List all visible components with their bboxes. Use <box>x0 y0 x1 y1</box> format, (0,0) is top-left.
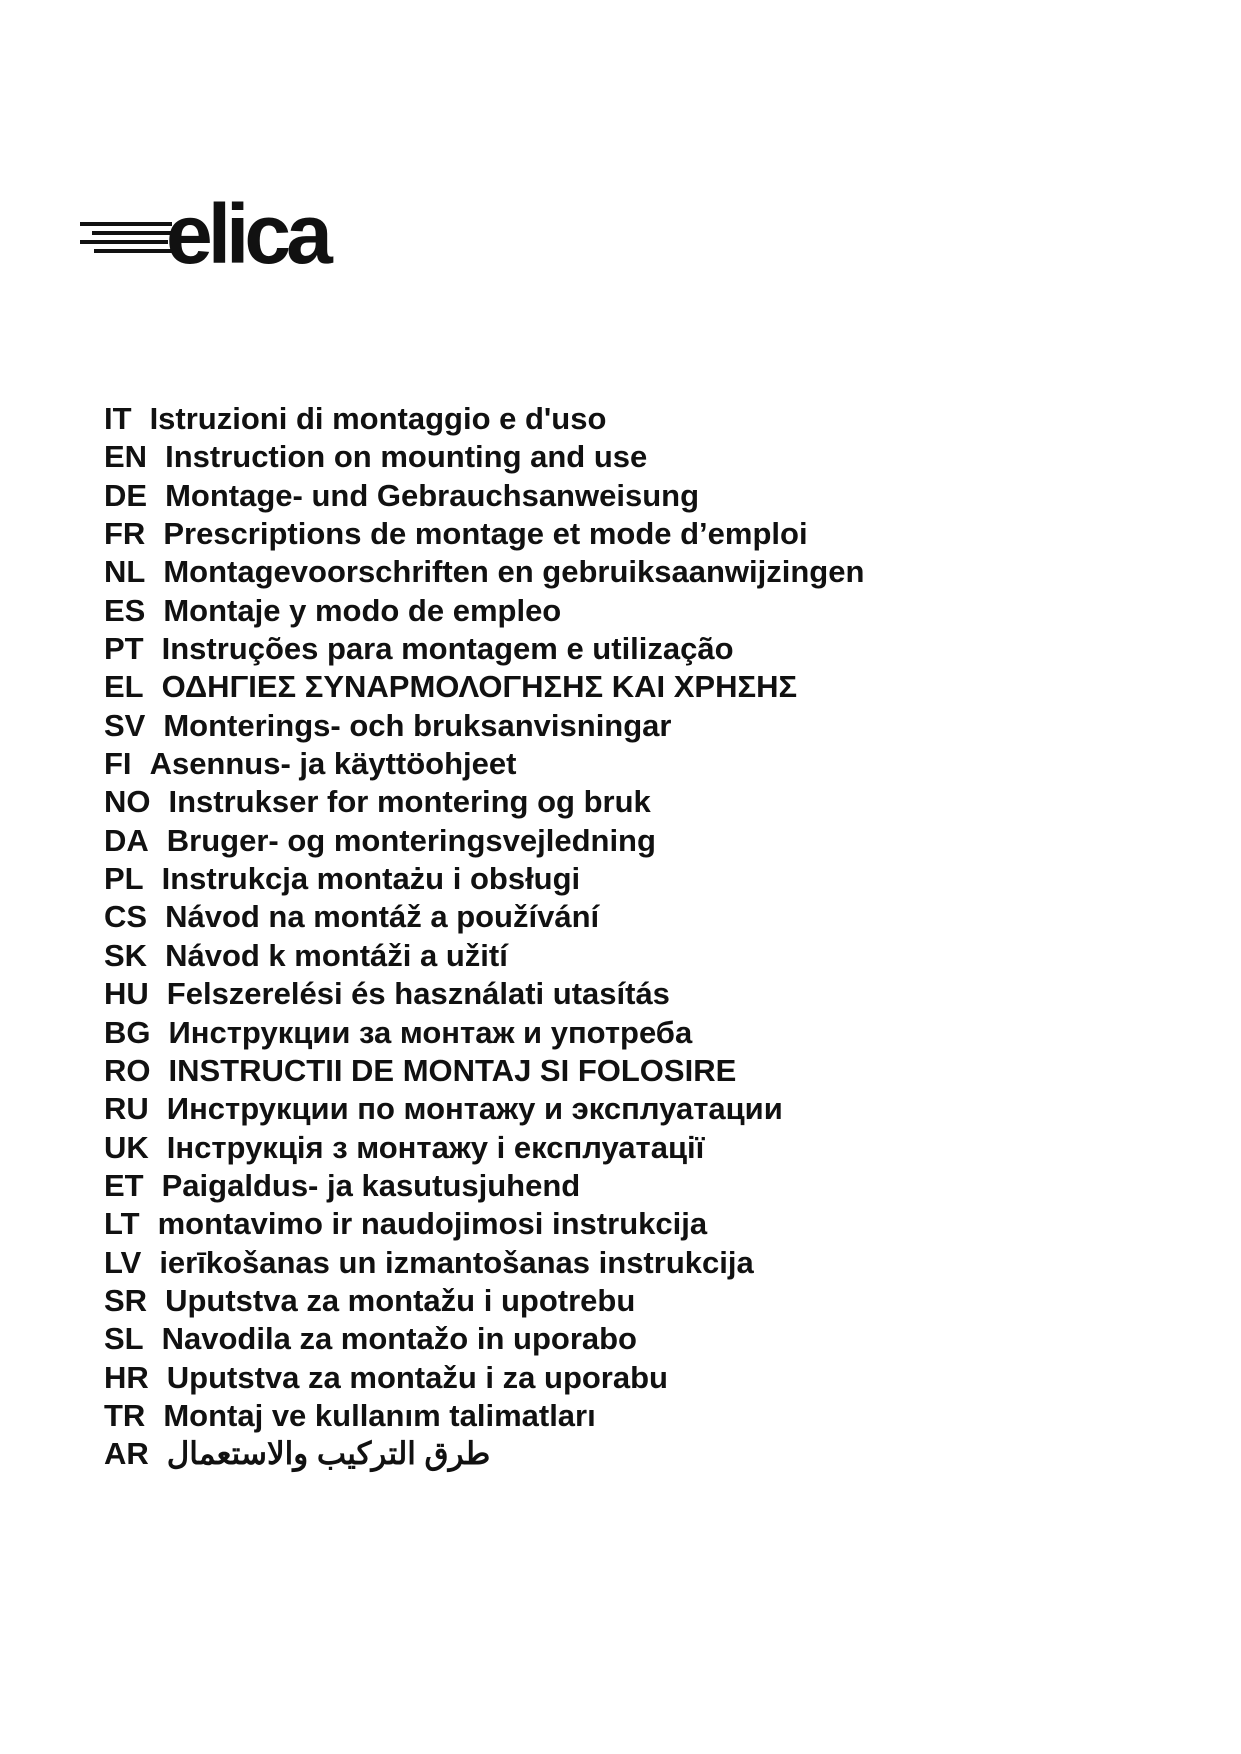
language-title: Инструкции по монтажу и эксплуатации <box>166 1091 783 1127</box>
language-title: Montaj ve kullanım talimatları <box>163 1397 596 1433</box>
language-row-pl <box>104 860 864 898</box>
language-code: DA <box>104 822 149 858</box>
language-code: DE <box>104 477 148 513</box>
language-row-lt <box>104 1205 864 1243</box>
language-title: Prescriptions de montage et mode d’emploi <box>163 516 808 552</box>
language-title: Instrukser for montering og bruk <box>168 784 651 820</box>
language-title: Uputstva za montažu i upotrebu <box>165 1282 636 1318</box>
language-code: HR <box>104 1359 149 1395</box>
language-code: NO <box>104 784 151 820</box>
language-code: UK <box>104 1129 149 1165</box>
language-title: Asennus- ja käyttöohjeet <box>149 746 517 782</box>
language-row-cs <box>104 898 864 936</box>
language-title: Montagevoorschriften en gebruiksaanwijzingen <box>163 554 865 590</box>
logo-wordmark: elica <box>166 200 328 274</box>
language-title: Návod k montáži a užití <box>165 937 508 973</box>
language-row-ar <box>104 1435 864 1473</box>
language-title: Monterings- och bruksanvisningar <box>163 707 672 743</box>
language-title: Instruções para montagem e utilização <box>161 631 734 667</box>
language-code: SV <box>104 707 146 743</box>
language-row-da <box>104 822 864 860</box>
language-row-ro <box>104 1052 864 1090</box>
language-row-sv <box>104 707 864 745</box>
language-title: Montage- und Gebrauchsanweisung <box>165 477 700 513</box>
logo-speed-line <box>80 240 168 244</box>
language-code: LV <box>104 1244 142 1280</box>
language-row-fr <box>104 515 864 553</box>
language-title: Istruzioni di montaggio e d'uso <box>149 401 607 436</box>
language-code: EN <box>104 439 148 475</box>
language-row-it <box>104 400 864 438</box>
language-row-no <box>104 783 864 821</box>
language-code: AR <box>104 1436 149 1472</box>
language-code: SL <box>104 1321 144 1357</box>
language-code: PT <box>104 631 144 667</box>
logo-speed-line <box>80 222 172 226</box>
language-title: INSTRUCTII DE MONTAJ SI FOLOSIRE <box>168 1052 737 1088</box>
language-title: ierīkošanas un izmantošanas instrukcija <box>159 1244 754 1280</box>
language-row-tr <box>104 1397 864 1435</box>
language-code: EL <box>104 669 144 705</box>
language-code: TR <box>104 1397 146 1433</box>
language-row-et <box>104 1167 864 1205</box>
language-title: Návod na montáž a používání <box>165 899 600 935</box>
language-row-hu <box>104 975 864 1013</box>
language-code: NL <box>104 554 146 590</box>
language-row-ru <box>104 1090 864 1128</box>
language-row-en <box>104 438 864 476</box>
language-title: Інструкція з монтажу і експлуатації <box>166 1129 705 1165</box>
logo-speed-line <box>92 231 174 235</box>
elica-logo <box>80 200 430 274</box>
language-code: RU <box>104 1091 149 1127</box>
language-code: PL <box>104 861 144 897</box>
language-title-list <box>104 400 864 1474</box>
language-row-lv <box>104 1244 864 1282</box>
language-code: FI <box>104 746 132 782</box>
language-row-el <box>104 668 864 706</box>
language-title: Montaje y modo de empleo <box>163 592 562 628</box>
language-code: ES <box>104 592 146 628</box>
language-code: BG <box>104 1014 151 1050</box>
language-title: Инструкции за монтаж и употреба <box>168 1014 693 1050</box>
language-title: Navodila za montažo in uporabo <box>161 1321 637 1357</box>
language-row-uk <box>104 1129 864 1167</box>
language-code: SK <box>104 937 148 973</box>
logo-speed-line <box>94 249 172 253</box>
language-title: Bruger- og monteringsvejledning <box>166 822 656 858</box>
language-code: HU <box>104 976 149 1012</box>
language-row-pt <box>104 630 864 668</box>
language-row-sk <box>104 937 864 975</box>
language-code: ET <box>104 1167 144 1203</box>
language-code: SR <box>104 1282 148 1318</box>
language-row-hr <box>104 1359 864 1397</box>
language-row-sl <box>104 1320 864 1358</box>
language-code: IT <box>104 401 132 436</box>
language-row-bg <box>104 1014 864 1052</box>
language-row-de <box>104 477 864 515</box>
language-title: Uputstva za montažu i za uporabu <box>166 1359 668 1395</box>
language-title: Instrukcja montażu i obsługi <box>161 861 581 897</box>
language-code: FR <box>104 516 146 552</box>
language-code: LT <box>104 1206 140 1242</box>
language-row-nl <box>104 553 864 591</box>
language-row-fi <box>104 745 864 783</box>
language-code: RO <box>104 1052 151 1088</box>
language-title: Paigaldus- ja kasutusjuhend <box>161 1167 581 1203</box>
language-row-es <box>104 592 864 630</box>
language-title: طرق التركيب والاستعمال <box>166 1436 491 1472</box>
language-code: CS <box>104 899 148 935</box>
language-title: Instruction on mounting and use <box>165 439 648 475</box>
language-title: montavimo ir naudojimosi instrukcija <box>157 1206 708 1242</box>
language-row-sr <box>104 1282 864 1320</box>
language-title: Felszerelési és használati utasítás <box>166 976 670 1012</box>
language-title: ΟΔΗΓΙΕΣ ΣΥΝΑΡΜΟΛΟΓΗΣΗΣ ΚΑΙ ΧΡΗΣΗΣ <box>161 669 798 705</box>
